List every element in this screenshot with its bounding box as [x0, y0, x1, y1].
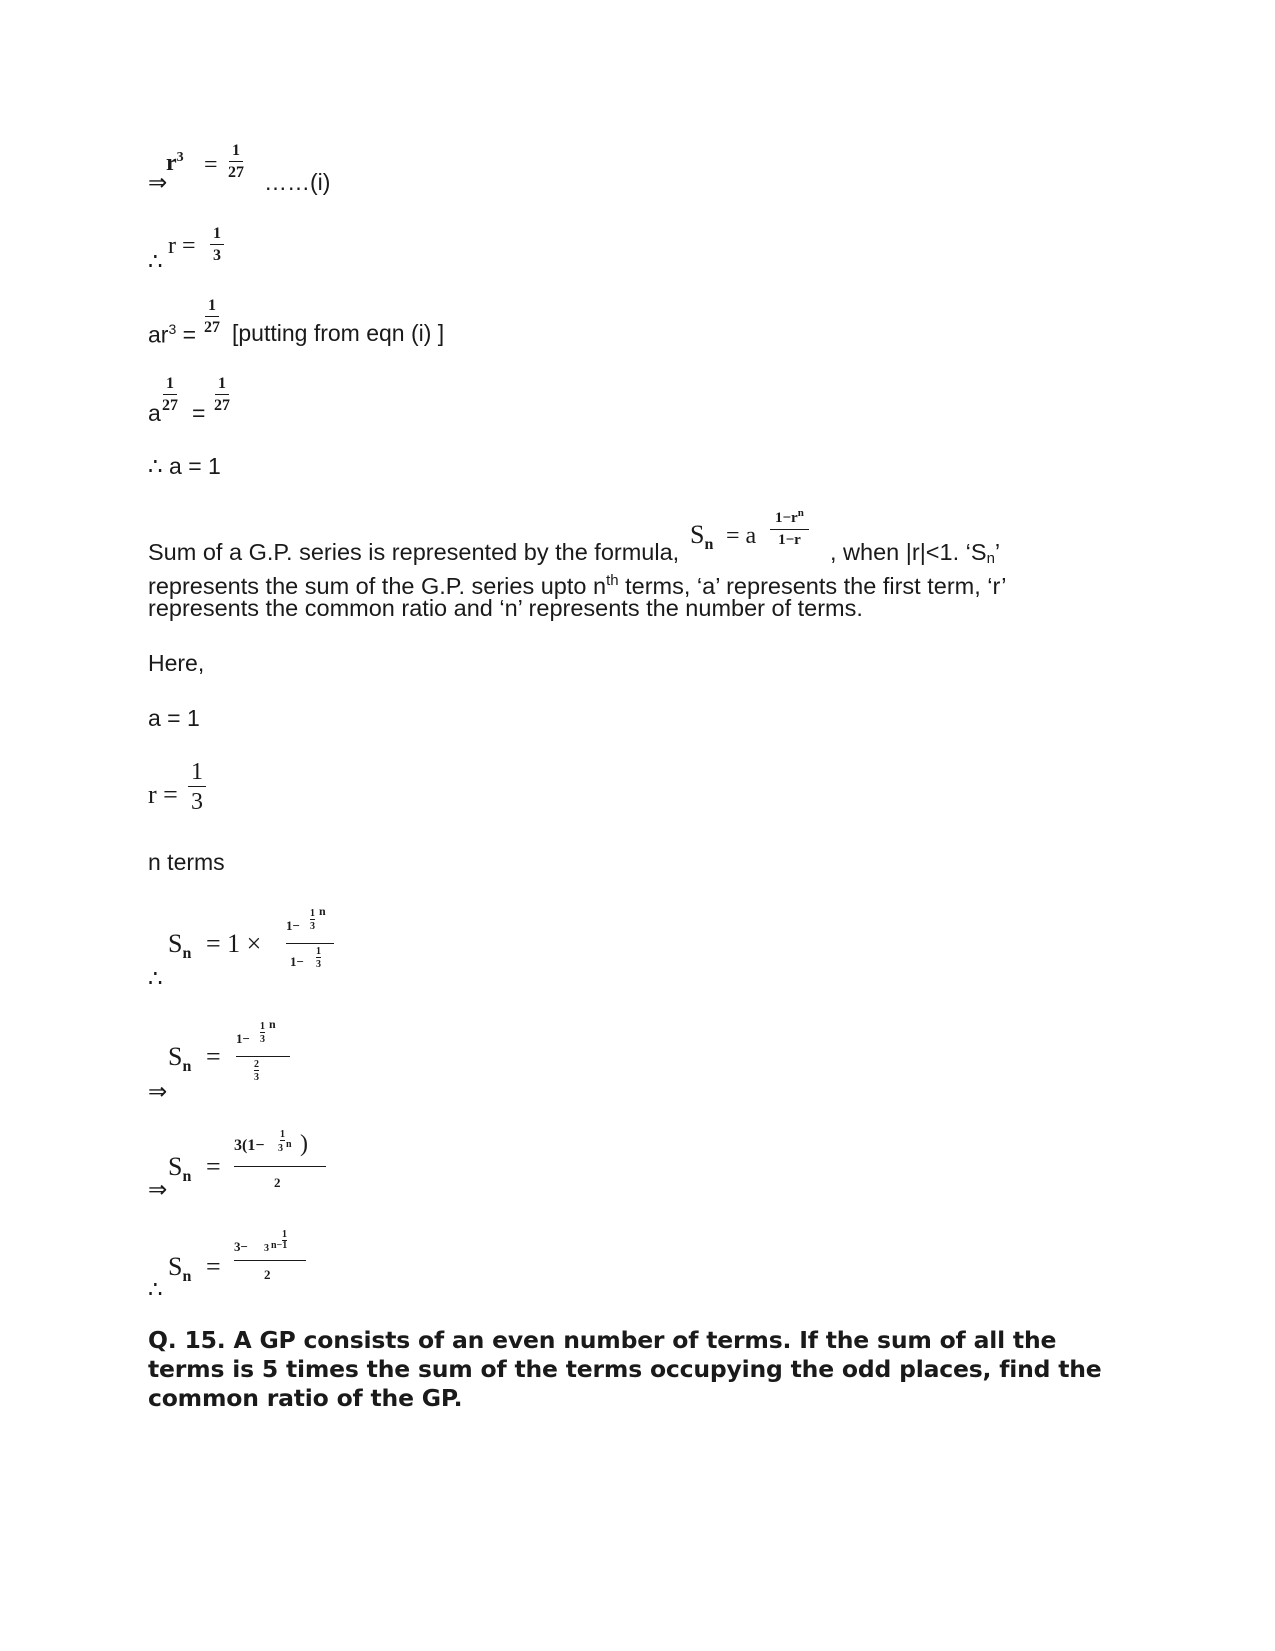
r-variable: $r^3$ [166, 150, 184, 176]
paragraph-line-2: represents the sum of the G.P. series upto $n^{th}$ terms, ‘a’ represents the first term, ‘r’ [148, 572, 1007, 599]
therefore-symbol: ∴ [148, 248, 163, 274]
paragraph-line-1: Sum of a G.P. series is represented by the formula, , when |r|<1. ‘$S_n$’ [148, 539, 1001, 567]
fraction-1-27: $\frac{1}{27}$ [204, 297, 220, 336]
substitution-note: [putting from eqn (i) ] [232, 320, 445, 346]
fraction-1-3: $\frac{1}{3}$ [210, 226, 224, 264]
fraction-1-27: $\frac{1}{27}$ [162, 375, 178, 414]
ar-cubed: $ar^3$ = [148, 321, 197, 348]
equation-tag: ……(i) [264, 169, 331, 195]
question-15: Q. 15. A GP consists of an even number of terms. If the sum of all the terms is 5 times the sum of the terms occupying the odd places, find the common ratio of the GP. [148, 1326, 1102, 1412]
n-terms: n terms [148, 849, 225, 875]
implies-symbol: ⇒ [148, 169, 168, 195]
a-variable: a [148, 400, 161, 426]
r-equals: r = [168, 233, 196, 259]
document-page: ⇒ $r^3$ = $\frac{1}{27}$ ……(i) ∴ r = $\frac{1}{3}$ $ar^3$ = $\frac{1}{27}$ [putting from eqn (i) ] a $\frac{1}{27}$ = $\frac{1}{27}$ ∴ a = 1 $S_n$ = a $\frac{1-r^n}{1-r}$ Sum of a G.P. series is represented by the formula, , when |r|<1. ‘$S_n$’ represents the sum of the G.P. series upto $n^{th}$ terms, ‘a’ represents the first term, ‘r’ represents the common ratio and ‘n’ represents the number of terms. Here, a = 1 r = $\frac{1}{3}$ n terms ∴ $S_n$ = 1 × 1− 1 3 n 1− 1 3 ⇒ $S_n$ = 1− 1 3 n 2 3 ⇒ $S_n$ = 3(1− 1 3 n ) 2 ∴ $S_n$ = 3− 1 3 n−1 2 Q. 15. A GP consists of an even number of terms. If the sum of all the terms is 5 times the sum of the terms occupying the odd places, find the common ratio of the GP. [0, 0, 1275, 1651]
equals: = [192, 400, 206, 426]
here-label: Here, [148, 650, 205, 676]
a-equals-1: a = 1 [148, 705, 200, 731]
result-a: ∴ a = 1 [148, 453, 221, 479]
fraction-1-27: $\frac{1}{27}$ [214, 375, 230, 414]
paragraph-line-3: represents the common ratio and ‘n’ represents the number of terms. [148, 595, 863, 621]
fraction-1-27: $\frac{1}{27}$ [228, 142, 244, 181]
